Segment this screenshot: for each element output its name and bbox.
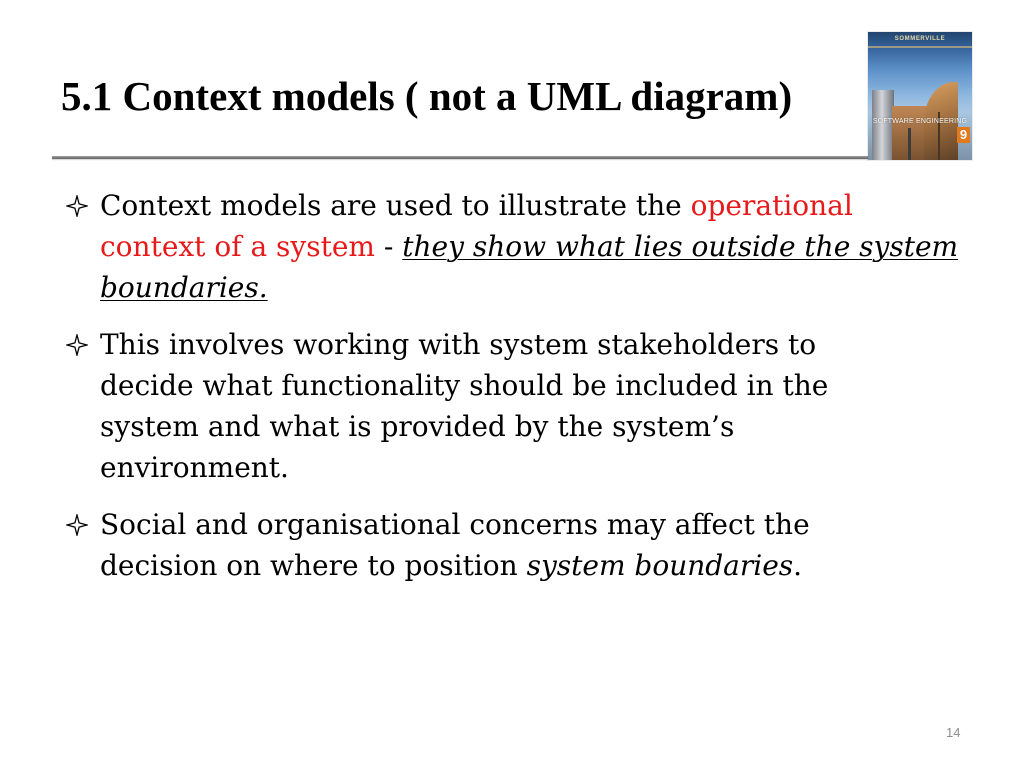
- bullet-line: [100, 185, 1024, 226]
- slide-title: 5.1 Context models ( not a UML diagram): [61, 73, 793, 119]
- four-pointed-star-icon: [66, 195, 88, 217]
- highlighted-text: operational: [690, 189, 853, 222]
- four-pointed-star-icon: [66, 514, 88, 536]
- bullet-item: [0, 185, 1024, 308]
- cover-author-text: SOMMERVILLE: [894, 36, 946, 42]
- emphasized-underlined-text: boundaries.: [100, 271, 268, 304]
- cover-band: [868, 46, 972, 48]
- bullet-line: [100, 267, 1024, 308]
- bullet-list: [0, 185, 1024, 602]
- bullet-text: [100, 185, 1024, 308]
- bullet-text: [100, 324, 1024, 488]
- title-divider-line: [52, 156, 870, 159]
- bullet-line: [100, 226, 1024, 267]
- highlighted-text: context of a system: [100, 230, 375, 263]
- bullet-line: environment.: [100, 451, 289, 484]
- bullet-item: [0, 324, 1024, 488]
- bullet-line: system and what is provided by the system’s: [100, 410, 735, 443]
- bullet-line: [100, 545, 1024, 586]
- bullet-line: Social and organisational concerns may affect the: [100, 508, 810, 541]
- text-run: -: [374, 230, 403, 263]
- emphasized-underlined-text: they show what lies outside the system: [402, 230, 959, 263]
- text-run: .: [793, 549, 803, 582]
- cover-edition-badge: 9: [957, 127, 970, 143]
- bullet-line: decide what functionality should be included in the: [100, 369, 829, 402]
- cover-building-pillar: [908, 128, 911, 160]
- bullet-item: [0, 504, 1024, 586]
- text-run: decision on where to position: [100, 549, 527, 582]
- emphasized-text: system boundaries: [526, 549, 794, 582]
- four-pointed-star-icon: [66, 334, 88, 356]
- book-cover-image: [868, 32, 972, 160]
- bullet-line: This involves working with system stakeholders to: [100, 328, 817, 361]
- bullet-text: [100, 504, 1024, 586]
- cover-title-text: SOFTWARE ENGINEERING: [872, 118, 968, 125]
- page-number: 14: [946, 725, 961, 740]
- text-run: Context models are used to illustrate the: [100, 189, 691, 222]
- cover-building-tower: [872, 90, 894, 160]
